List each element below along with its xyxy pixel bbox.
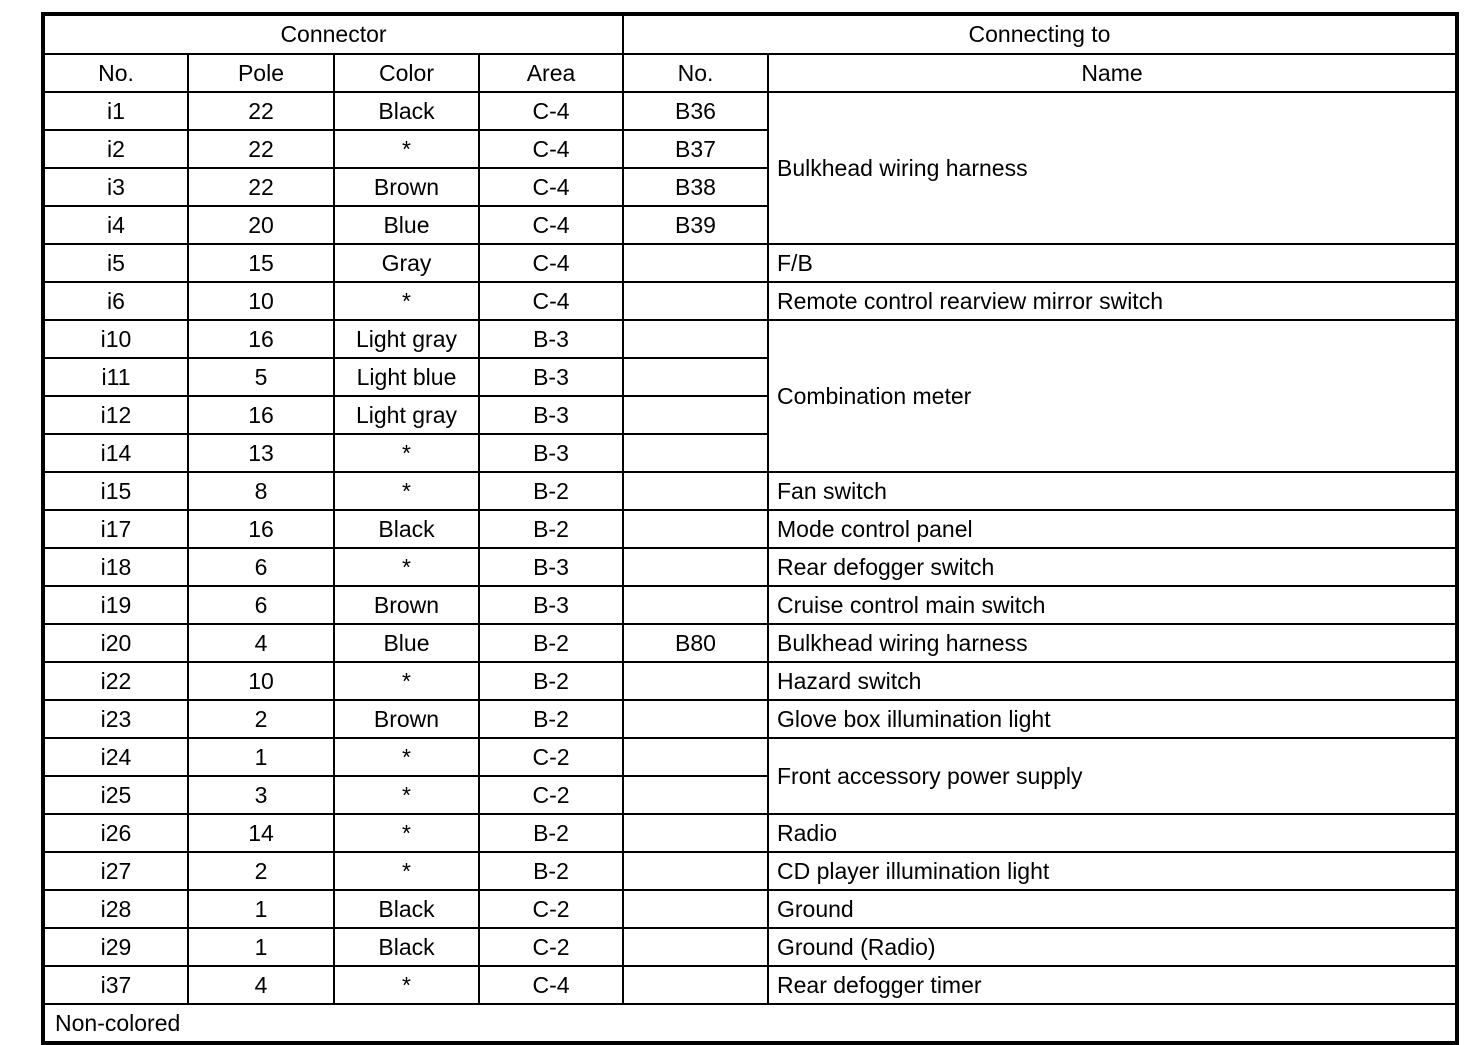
area-cell: B-2	[479, 662, 623, 700]
col-header-connecting-no: No.	[623, 54, 768, 92]
color-cell: *	[334, 852, 479, 890]
pole-cell: 1	[188, 738, 334, 776]
table-row	[43, 282, 1457, 320]
area-cell: B-3	[479, 396, 623, 434]
area-cell: B-3	[479, 586, 623, 624]
color-cell: Light gray	[334, 396, 479, 434]
table-row	[43, 928, 1457, 966]
pole-cell: 16	[188, 320, 334, 358]
area-cell: B-3	[479, 434, 623, 472]
pole-cell: 2	[188, 700, 334, 738]
area-cell: C-4	[479, 206, 623, 244]
table-row	[43, 548, 1457, 586]
color-cell: Light blue	[334, 358, 479, 396]
table-row	[43, 586, 1457, 624]
connecting-name-cell: Cruise control main switch	[768, 586, 1457, 624]
color-cell: *	[334, 814, 479, 852]
pole-cell: 16	[188, 510, 334, 548]
table-row	[43, 738, 1457, 776]
table-body	[43, 92, 1457, 1004]
connector-no-cell: i2	[43, 130, 188, 168]
col-header-color: Color	[334, 54, 479, 92]
color-cell: *	[334, 282, 479, 320]
connector-no-cell: i15	[43, 472, 188, 510]
connecting-name-cell: Front accessory power supply	[768, 738, 1457, 814]
connecting-no-cell: B37	[623, 130, 768, 168]
connecting-name-cell: F/B	[768, 244, 1457, 282]
pole-cell: 10	[188, 282, 334, 320]
connecting-name-cell: Glove box illumination light	[768, 700, 1457, 738]
column-header-row	[43, 54, 1457, 92]
connecting-no-cell	[623, 776, 768, 814]
connecting-name-cell: Bulkhead wiring harness	[768, 624, 1457, 662]
connecting-no-cell: B39	[623, 206, 768, 244]
connecting-no-cell	[623, 700, 768, 738]
area-cell: C-4	[479, 282, 623, 320]
connector-no-cell: i20	[43, 624, 188, 662]
color-cell: Brown	[334, 700, 479, 738]
connector-no-cell: i24	[43, 738, 188, 776]
color-cell: Black	[334, 510, 479, 548]
pole-cell: 14	[188, 814, 334, 852]
table-row	[43, 662, 1457, 700]
col-header-area: Area	[479, 54, 623, 92]
connector-no-cell: i4	[43, 206, 188, 244]
connecting-no-cell	[623, 510, 768, 548]
connector-no-cell: i1	[43, 92, 188, 130]
connecting-no-cell	[623, 358, 768, 396]
pole-cell: 22	[188, 130, 334, 168]
table-row	[43, 320, 1457, 358]
table-row	[43, 814, 1457, 852]
connecting-name-cell: Ground (Radio)	[768, 928, 1457, 966]
area-cell: B-3	[479, 358, 623, 396]
connector-no-cell: i17	[43, 510, 188, 548]
area-cell: C-4	[479, 244, 623, 282]
connecting-no-cell	[623, 966, 768, 1004]
pole-cell: 15	[188, 244, 334, 282]
table-row	[43, 890, 1457, 928]
connector-no-cell: i27	[43, 852, 188, 890]
connector-no-cell: i28	[43, 890, 188, 928]
connecting-name-cell: Ground	[768, 890, 1457, 928]
connector-no-cell: i6	[43, 282, 188, 320]
table-row	[43, 472, 1457, 510]
area-cell: B-2	[479, 852, 623, 890]
color-cell: Blue	[334, 206, 479, 244]
pole-cell: 22	[188, 168, 334, 206]
connector-no-cell: i19	[43, 586, 188, 624]
connector-no-cell: i29	[43, 928, 188, 966]
pole-cell: 13	[188, 434, 334, 472]
col-header-name: Name	[768, 54, 1457, 92]
color-cell: *	[334, 738, 479, 776]
color-cell: Black	[334, 890, 479, 928]
area-cell: C-4	[479, 92, 623, 130]
color-cell: Light gray	[334, 320, 479, 358]
table-row	[43, 244, 1457, 282]
color-cell: *	[334, 434, 479, 472]
pole-cell: 6	[188, 586, 334, 624]
connector-no-cell: i26	[43, 814, 188, 852]
table-row	[43, 966, 1457, 1004]
connecting-no-cell	[623, 852, 768, 890]
footnote: Non-colored	[43, 1004, 1457, 1043]
connector-no-cell: i25	[43, 776, 188, 814]
color-cell: *	[334, 776, 479, 814]
connecting-no-cell	[623, 244, 768, 282]
area-cell: B-2	[479, 814, 623, 852]
connecting-no-cell	[623, 282, 768, 320]
pole-cell: 20	[188, 206, 334, 244]
table-row	[43, 510, 1457, 548]
connector-no-cell: i11	[43, 358, 188, 396]
connector-no-cell: i23	[43, 700, 188, 738]
area-cell: B-2	[479, 624, 623, 662]
area-cell: C-4	[479, 130, 623, 168]
area-cell: B-2	[479, 700, 623, 738]
connecting-to-group-header: Connecting to	[623, 14, 1457, 54]
connecting-no-cell	[623, 548, 768, 586]
connector-no-cell: i12	[43, 396, 188, 434]
connecting-name-cell: Hazard switch	[768, 662, 1457, 700]
color-cell: *	[334, 548, 479, 586]
color-cell: Gray	[334, 244, 479, 282]
color-cell: *	[334, 472, 479, 510]
connecting-name-cell: Rear defogger timer	[768, 966, 1457, 1004]
connector-no-cell: i10	[43, 320, 188, 358]
pole-cell: 4	[188, 966, 334, 1004]
pole-cell: 22	[188, 92, 334, 130]
col-header-pole: Pole	[188, 54, 334, 92]
group-header-row	[43, 14, 1457, 54]
connecting-name-cell: Remote control rearview mirror switch	[768, 282, 1457, 320]
color-cell: Black	[334, 92, 479, 130]
area-cell: C-2	[479, 776, 623, 814]
color-cell: *	[334, 130, 479, 168]
color-cell: Brown	[334, 168, 479, 206]
connecting-no-cell	[623, 928, 768, 966]
color-cell: *	[334, 966, 479, 1004]
color-cell: Brown	[334, 586, 479, 624]
area-cell: C-4	[479, 966, 623, 1004]
pole-cell: 2	[188, 852, 334, 890]
connector-no-cell: i3	[43, 168, 188, 206]
connecting-name-cell: Combination meter	[768, 320, 1457, 472]
connector-no-cell: i37	[43, 966, 188, 1004]
color-cell: Black	[334, 928, 479, 966]
area-cell: B-3	[479, 548, 623, 586]
area-cell: B-3	[479, 320, 623, 358]
footnote-row	[43, 1004, 1457, 1043]
connecting-no-cell	[623, 434, 768, 472]
connecting-no-cell	[623, 586, 768, 624]
connector-no-cell: i22	[43, 662, 188, 700]
connecting-no-cell: B80	[623, 624, 768, 662]
area-cell: B-2	[479, 510, 623, 548]
connecting-no-cell	[623, 396, 768, 434]
color-cell: Blue	[334, 624, 479, 662]
area-cell: C-4	[479, 168, 623, 206]
connecting-name-cell: Radio	[768, 814, 1457, 852]
table-row	[43, 852, 1457, 890]
pole-cell: 10	[188, 662, 334, 700]
connecting-no-cell	[623, 890, 768, 928]
connecting-name-cell: Rear defogger switch	[768, 548, 1457, 586]
area-cell: C-2	[479, 928, 623, 966]
connecting-no-cell	[623, 662, 768, 700]
connecting-no-cell	[623, 814, 768, 852]
area-cell: B-2	[479, 472, 623, 510]
connecting-no-cell	[623, 472, 768, 510]
col-header-no: No.	[43, 54, 188, 92]
connecting-no-cell: B38	[623, 168, 768, 206]
pole-cell: 5	[188, 358, 334, 396]
area-cell: C-2	[479, 890, 623, 928]
connector-no-cell: i14	[43, 434, 188, 472]
connector-no-cell: i18	[43, 548, 188, 586]
pole-cell: 6	[188, 548, 334, 586]
pole-cell: 1	[188, 890, 334, 928]
table-row	[43, 624, 1457, 662]
connecting-name-cell: Fan switch	[768, 472, 1457, 510]
connecting-no-cell	[623, 320, 768, 358]
connector-table	[41, 12, 1459, 1045]
connector-no-cell: i5	[43, 244, 188, 282]
pole-cell: 4	[188, 624, 334, 662]
connecting-no-cell: B36	[623, 92, 768, 130]
area-cell: C-2	[479, 738, 623, 776]
pole-cell: 8	[188, 472, 334, 510]
connecting-name-cell: Bulkhead wiring harness	[768, 92, 1457, 244]
pole-cell: 3	[188, 776, 334, 814]
color-cell: *	[334, 662, 479, 700]
pole-cell: 1	[188, 928, 334, 966]
connector-group-header: Connector	[43, 14, 623, 54]
connecting-name-cell: Mode control panel	[768, 510, 1457, 548]
table-row	[43, 92, 1457, 130]
pole-cell: 16	[188, 396, 334, 434]
connecting-no-cell	[623, 738, 768, 776]
connecting-name-cell: CD player illumination light	[768, 852, 1457, 890]
table-row	[43, 700, 1457, 738]
